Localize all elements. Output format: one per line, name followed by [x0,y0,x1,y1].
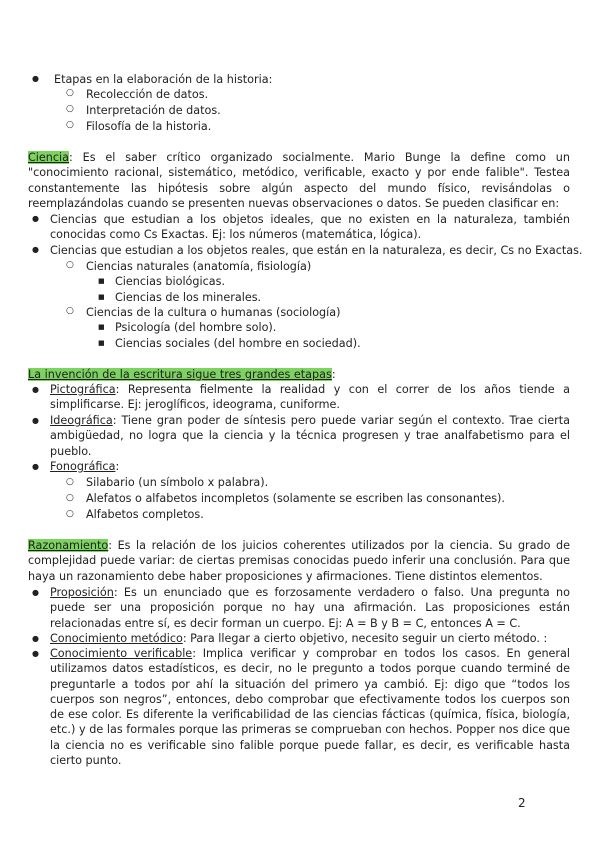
bullet-dot: ● [32,214,39,223]
list-item [50,413,570,459]
bullet-dot: ● [32,74,39,83]
verificable-text: : Implica verificar y comprobar en todos los casos. En general utilizamos datos estadísticos, es decir, no le pregunto a todos porque cuando terminé de preguntarle a todos por ahí la situación del primero ya cambió. Ej: digo que “todos los cuerpos son negros”, entonces, debo comprobar que efectivamente todos los cuerpos son de ese color. Es diferente la verificabilidad de las ciencias fácticas (química, física, biología, etc.) y de las formales porque las primeras se comprueban con hechos. Popper nos dice que la ciencia no es verificable sino falible porque puede fallar, es decir, es verificable hasta cierto punto. [50,647,570,768]
bullet-dot: ● [32,385,39,394]
bullet-circle: ○ [66,306,74,316]
bullet-circle: ○ [66,509,74,519]
ciencia-paragraph [28,150,570,211]
list-item: Silabario (un símbolo x palabra). [86,476,269,489]
proposicion-text: : Es un enunciado que es forzosamente verdadero o falso. Una pregunta no puede ser una proposición porque no hay una afirmación. Las proposiciones están relacionadas entre sí, es decir forman un cuerpo. Ej: A = B y B = C, entonces A = C. [50,586,570,630]
exactas-text: Ciencias que estudian a los objetos ideales, que no existen en la naturaleza, también conocidas como Cs Exactas. Ej: los números (matemática, lógica). [50,213,570,242]
historia-heading: Etapas en la elaboración de la historia: [54,73,273,86]
list-item [50,459,119,474]
bullet-dot: ● [32,649,39,658]
pictografica-text: : Representa fielmente la realidad y con el correr de los años tiende a simplificarse. Ej: jeroglíficos, ideograma, cuniforme. [50,383,570,412]
list-item: Interpretación de datos. [86,104,221,117]
list-item [50,382,570,413]
bullet-square: ■ [98,293,105,301]
bullet-dot: ● [32,416,39,425]
escritura-heading-text: La invención de la escritura sigue tres grandes etapas [28,368,332,381]
bullet-square: ■ [98,323,105,331]
list-item: Ciencias que estudian a los objetos reales, que están en la naturaleza, es decir, Cs no Exactas. [50,244,583,257]
ideografica-term: Ideográfica [50,414,113,427]
list-item [50,585,570,631]
ideografica-text: : Tiene gran poder de síntesis pero puede variar según el contexto. Trae cierta ambigüedad, no logra que la ciencia y la técnica progresen y trae analfabetismo para el pueblo. [50,414,570,458]
fonografica-term: Fonográfica [50,460,116,473]
metodico-text: : Para llegar a cierto objetivo, necesito seguir un cierto método. : [182,632,548,645]
metodico-term: Conocimiento metódico [50,632,183,645]
bullet-circle: ○ [66,477,74,487]
bullet-circle: ○ [66,493,74,503]
razonamiento-definition: : Es la relación de los juicios coherentes utilizados por la ciencia. Su grado de complejidad puede variar: de ciertas premisas conocidas puedo inferir una conclusión. Para que haya un razonamiento debe haber proposiciones y afirmaciones. Tiene distintos elementos. [28,539,570,583]
bullet-dot: ● [32,462,39,471]
bullet-dot: ● [32,588,39,597]
list-item: Ciencias de los minerales. [115,291,262,304]
colon: : [331,368,336,381]
list-item: Ciencias sociales (del hombre en sociedad). [115,337,361,350]
page-number: 2 [518,796,526,810]
razonamiento-term: Razonamiento [28,539,109,552]
colon: : [115,460,120,473]
list-item: Filosofía de la historia. [86,120,212,133]
list-item: Ciencias biológicas. [115,275,226,288]
list-item [50,646,570,768]
list-item: Recolección de datos. [86,88,209,101]
list-item [50,212,570,243]
verificable-term: Conocimiento verificable [50,647,193,660]
bullet-circle: ○ [66,120,74,130]
list-item: Ciencias de la cultura o humanas (sociología) [86,306,341,319]
pictografica-term: Pictográfica [50,383,116,396]
list-item: Alefatos o alfabetos incompletos (solamente se escriben las consonantes). [86,492,505,505]
bullet-circle: ○ [66,260,74,270]
bullet-circle: ○ [66,104,74,114]
list-item: Alfabetos completos. [86,508,204,521]
ciencia-definition: : Es el saber crítico organizado socialmente. Mario Bunge la define como un "conocimiento racional, sistemático, metódico, verificable, exacto y por ende falible". Testea constantemente las hipótesis sobre algún aspecto del mundo físico, revisándolas o reemplazándolas cuando se presenten nuevas observaciones o datos. Se pueden clasificar en: [28,151,570,210]
bullet-dot: ● [32,634,39,643]
bullet-circle: ○ [66,88,74,98]
bullet-square: ■ [98,277,105,285]
bullet-dot: ● [32,245,39,254]
bullet-square: ■ [98,339,105,347]
list-item: Psicología (del hombre solo). [115,321,277,334]
ciencia-term: Ciencia [28,151,70,164]
list-item [50,631,547,646]
list-item: Ciencias naturales (anatomía, fisiología) [86,260,312,273]
razonamiento-paragraph [28,538,570,584]
proposicion-term: Proposición [50,586,114,599]
escritura-heading [28,367,336,382]
